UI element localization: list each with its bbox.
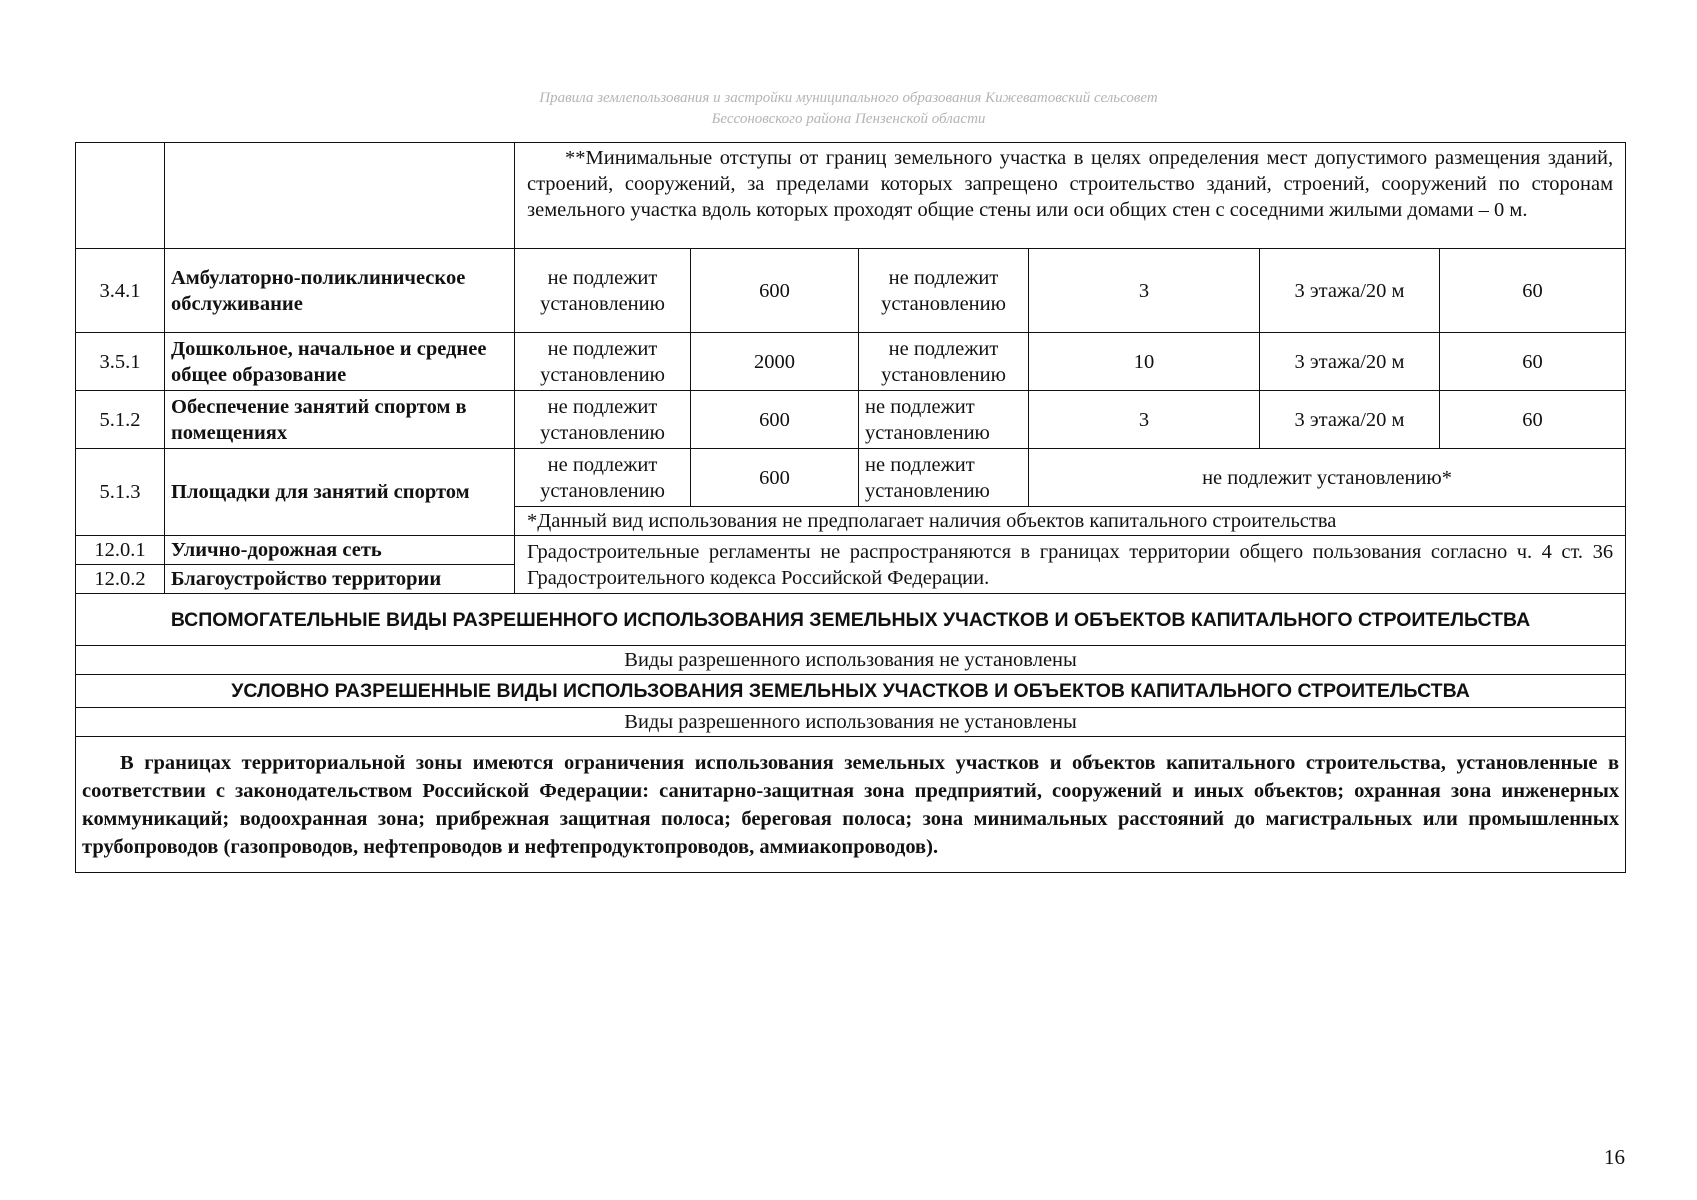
use-code: 3.5.1 [76,333,165,391]
empty-cell [165,143,515,249]
use-name: Площадки для занятий спортом [165,449,515,536]
running-header [0,88,1697,130]
use-code: 5.1.3 [76,449,165,536]
cell-value: не подлежит установлению [515,249,691,333]
cell-value: 600 [691,449,859,507]
auxiliary-heading: ВСПОМОГАТЕЛЬНЫЕ ВИДЫ РАЗРЕШЕННОГО ИСПОЛЬЗОВАНИЯ ЗЕМЕЛЬНЫХ УЧАСТКОВ И ОБЪЕКТОВ КАПИТАЛЬНОГО СТРОИТЕЛЬСТВА [76,594,1626,646]
table-row [76,391,1626,449]
cell-value: 3 [1029,391,1260,449]
use-name: Амбулаторно-поликлиническое обслуживание [165,249,515,333]
cell-value: 60 [1440,249,1626,333]
cell-value: 10 [1029,333,1260,391]
table-row [76,449,1626,507]
table-row [76,536,1626,565]
cell-value: не подлежит установлению [515,449,691,507]
cell-value: не подлежит установлению [859,249,1029,333]
running-header-line2: Бессоновского района Пензенской области [711,111,986,127]
use-name: Обеспечение занятий спортом в помещениях [165,391,515,449]
use-name: Благоустройство территории [165,565,515,594]
cell-value: 600 [691,391,859,449]
table-row [76,249,1626,333]
section-heading-row [76,594,1626,646]
regulations-table [75,142,1626,873]
use-code: 3.4.1 [76,249,165,333]
cell-value: не подлежит установлению [515,333,691,391]
cell-value: не подлежит установлению [515,391,691,449]
setback-note-row [76,143,1626,249]
cell-value: 3 этажа/20 м [1260,333,1440,391]
use-name: Улично-дорожная сеть [165,536,515,565]
setback-note: **Минимальные отступы от границ земельного участка в целях определения мест допустимого размещения зданий, строений, сооружений, за пределами которых запрещено строительство зданий, строений, сооружений по сторонам земельного участка вдоль которых проходят общие стены или оси общих стен с соседними жилыми домами – 0 м. [515,143,1626,249]
restrictions-row [76,737,1626,873]
cell-value: 60 [1440,333,1626,391]
empty-cell [76,143,165,249]
section-text-row [76,708,1626,737]
conditional-heading: УСЛОВНО РАЗРЕШЕННЫЕ ВИДЫ ИСПОЛЬЗОВАНИЯ ЗЕМЕЛЬНЫХ УЧАСТКОВ И ОБЪЕКТОВ КАПИТАЛЬНОГО СТРОИТЕЛЬСТВА [76,675,1626,708]
cell-value: 3 этажа/20 м [1260,391,1440,449]
cell-value: не подлежит установлению [859,449,1029,507]
footnote: *Данный вид использования не предполагает наличия объектов капитального строительства [515,507,1626,536]
use-code: 12.0.2 [76,565,165,594]
conditional-text: Виды разрешенного использования не установлены [76,708,1626,737]
use-code: 12.0.1 [76,536,165,565]
use-name: Дошкольное, начальное и среднее общее образование [165,333,515,391]
merged-value: не подлежит установлению* [1029,449,1626,507]
restrictions-text: В границах территориальной зоны имеются ограничения использования земельных участков и объектов капитального строительства, установленные в соответствии с законодательством Российской Федерации: санитарно-защитная зона предприятий, сооружений и иных объектов; охранная зона инженерных коммуникаций; водоохранная зона; прибрежная защитная полоса; береговая полоса; зона минимальных расстояний до магистральных или промышленных трубопроводов (газопроводов, нефтепроводов и нефтепродуктопроводов, аммиакопроводов). [76,737,1626,873]
cell-value: 60 [1440,391,1626,449]
running-header-line1: Правила землепользования и застройки муниципального образования Кижеватовский сельсовет [539,90,1158,106]
use-code: 5.1.2 [76,391,165,449]
cell-value: 600 [691,249,859,333]
cell-value: 3 [1029,249,1260,333]
page-number: 16 [1604,1145,1625,1169]
table-row [76,333,1626,391]
public-note: Градостроительные регламенты не распространяются в границах территории общего пользования согласно ч. 4 ст. 36 Градостроительного кодекса Российской Федерации. [515,536,1626,594]
auxiliary-text: Виды разрешенного использования не установлены [76,646,1626,675]
cell-value: не подлежит установлению [859,391,1029,449]
cell-value: 3 этажа/20 м [1260,249,1440,333]
section-text-row [76,646,1626,675]
cell-value: не подлежит установлению [859,333,1029,391]
section-heading-row [76,675,1626,708]
cell-value: 2000 [691,333,859,391]
